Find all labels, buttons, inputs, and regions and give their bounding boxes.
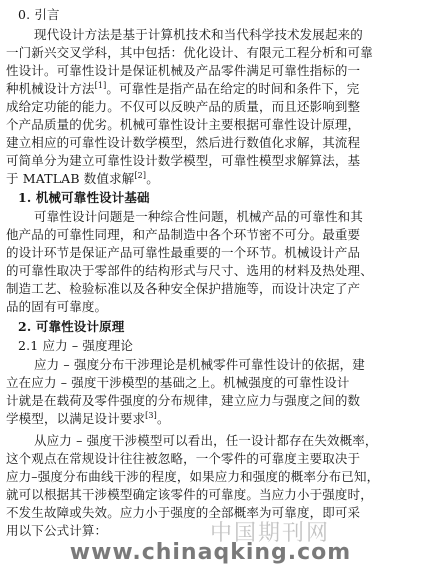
para21-line-3: 计就是在载荷及零件强度的分布规律，建立应力与强度之间的数 xyxy=(6,393,361,408)
watermark-chinese: 中国期刊网 xyxy=(210,521,331,546)
intro-line-4-end: 。可靠性是指产品在给定的时间和条件下，完 xyxy=(106,81,360,96)
section-0-title: 0. 引言 xyxy=(18,7,60,22)
para22-line-6: 用以下公式计算： xyxy=(6,523,108,538)
intro-line-9 xyxy=(6,170,159,188)
para22-line-4: 就可以根据其干涉模型确定该零件的可靠度。当应力小于强度时， xyxy=(6,487,373,502)
watermark-url: www.chinaqking.com xyxy=(69,540,352,565)
para22-line-3: 应力–强度分布曲线干涉的程度，如果应力和强度的概率分布已知， xyxy=(6,469,380,484)
para22-line-2: 这个观点在常规设计往往被忽略，一个零件的可靠度主要取决于 xyxy=(6,451,361,466)
section-2-title: 2. 可靠性设计原理 xyxy=(18,319,125,334)
para21-line-4-start: 学模型，以满足设计要求 xyxy=(6,411,146,426)
para21-line-4-end: 。 xyxy=(156,411,170,426)
para21-line-1: 应力 – 强度分布干涉理论是机械零件可靠性设计的依据，建 xyxy=(34,357,365,372)
section-1-title: 1. 机械可靠性设计基础 xyxy=(18,190,150,205)
section-2-1-title: 2.1 应力 – 强度理论 xyxy=(18,338,133,353)
para1-line-6: 品的固有可靠度。 xyxy=(6,299,108,314)
para1-line-3: 的设计环节是保证产品可靠性最重要的一个环节。机械设计产品 xyxy=(6,245,361,260)
intro-line-2: 一门新兴交叉学科，其中包括：优化设计、有限元工程分析和可靠 xyxy=(6,45,373,60)
intro-line-7: 建立相应的可靠性设计数学模型，然后进行数值化求解，其流程 xyxy=(6,135,361,150)
para21-line-2: 立在应力 – 强度干涉模型的基础之上。机械强度的可靠性设计 xyxy=(6,375,350,390)
intro-line-3: 性设计。可靠性设计是保证机械及产品零件满足可靠性指标的一 xyxy=(6,63,361,78)
citation-ref-2: [2] xyxy=(134,170,147,180)
para1-line-1: 可靠性设计问题是一种综合性问题，机械产品的可靠性和其 xyxy=(34,209,363,224)
para21-line-4 xyxy=(6,410,170,428)
intro-line-8: 可简单分为建立可靠性设计数学模型，可靠性模型求解算法，基 xyxy=(6,153,361,168)
citation-ref-3: [3] xyxy=(145,410,157,420)
para1-line-4: 的可靠性取决于零部件的结构形式与尺寸、选用的材料及热处理、 xyxy=(6,263,373,278)
intro-line-1: 现代设计方法是基于计算机技术和当代科学技术发展起来的 xyxy=(34,27,363,42)
para22-line-1: 从应力 – 强度干涉模型可以看出，任一设计都存在失效概率， xyxy=(34,433,378,448)
para1-line-2: 他产品的可靠性同理，和产品制造中各个环节密不可分。最重要 xyxy=(6,227,361,242)
citation-ref-1: [1] xyxy=(94,80,107,90)
intro-line-4-start: 种机械设计方法 xyxy=(6,81,95,96)
para22-line-5: 不发生故障或失效。应力小于强度的全部概率为可靠度，即可采 xyxy=(6,505,361,520)
intro-line-9-end: 。 xyxy=(146,171,159,186)
intro-line-6: 个产品质量的优劣。机械可靠性设计主要根据可靠性设计原理， xyxy=(6,117,361,132)
intro-line-9-start: 于 MATLAB 数值求解 xyxy=(6,171,135,186)
para1-line-5: 制造工艺、检验标准以及各种安全保护措施等，而设计决定了产 xyxy=(6,281,361,296)
intro-line-5: 成给定功能的能力。不仅可以反映产品的质量，而且还影响到整 xyxy=(6,99,361,114)
intro-line-4 xyxy=(6,80,359,98)
